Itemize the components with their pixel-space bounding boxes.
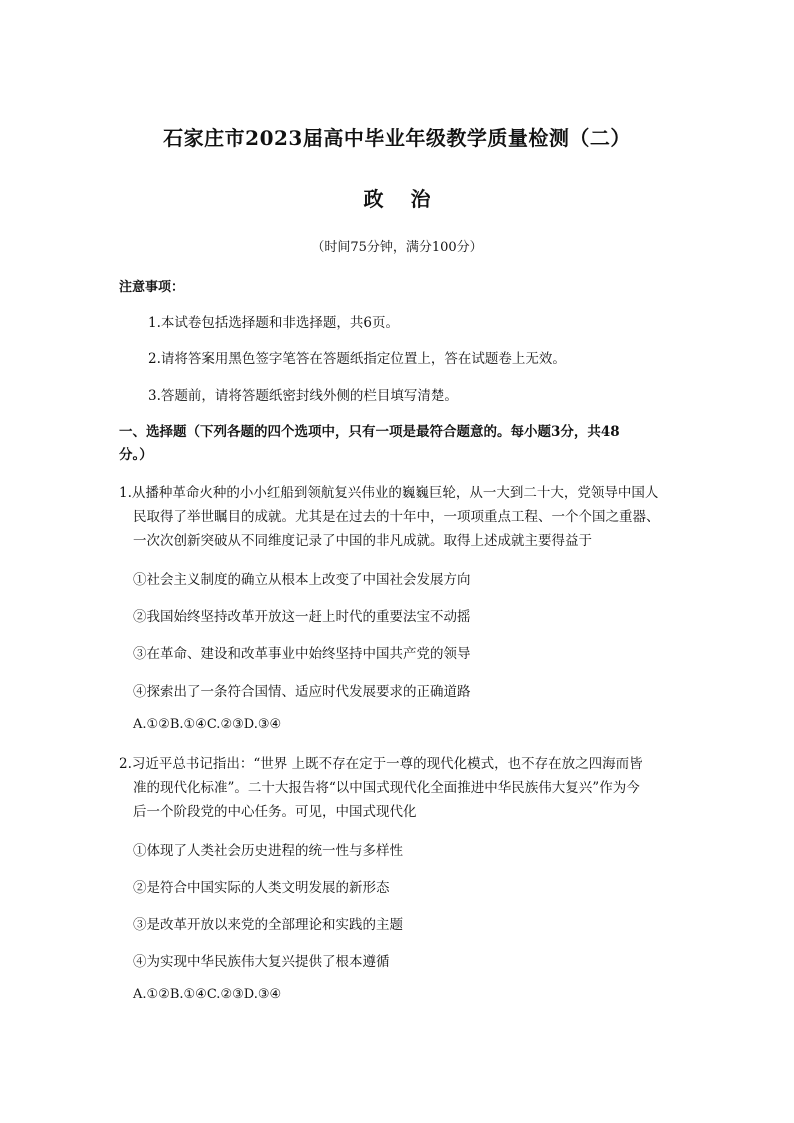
question-1-statement: ②我国始终坚持改革开放这一赶上时代的重要法宝不动摇 xyxy=(133,609,471,625)
notice-item: 3.答题前，请将答题纸密封线外侧的栏目填写清楚。 xyxy=(148,388,458,404)
question-1-stem xyxy=(119,481,694,553)
question-2-options: A.①②B.①④C.②③D.③④ xyxy=(133,987,282,1002)
notice-heading: 注意事项： xyxy=(119,280,185,295)
question-2-statement: ①体现了人类社会历史进程的统一性与多样性 xyxy=(133,843,403,859)
question-2-statement: ④为实现中华民族伟大复兴提供了根本遵循 xyxy=(133,954,390,970)
question-stem-line: 一次次创新突破从不同维度记录了中国的非凡成就。取得上述成就主要得益于 xyxy=(133,533,592,549)
question-stem-line: 准的现代化标准”。二十大报告将“以中国式现代化全面推进中华民族伟大复兴”作为今 xyxy=(133,780,640,796)
question-1-options: A.①②B.①④C.②③D.③④ xyxy=(133,717,282,732)
question-stem-line: 1.从播种革命火种的小小红船到领航复兴伟业的巍巍巨轮，从一大到二十大，党领导中国人 xyxy=(119,485,659,501)
notice-item: 1.本试卷包括选择题和非选择题，共6页。 xyxy=(148,315,399,331)
question-1-statement: ①社会主义制度的确立从根本上改变了中国社会发展方向 xyxy=(133,572,471,588)
section-heading xyxy=(119,421,689,467)
exam-subject: 政 治 xyxy=(363,187,431,211)
exam-time-info: （时间75分钟，满分100分） xyxy=(311,240,483,255)
question-2-statement: ③是改革开放以来党的全部理论和实践的主题 xyxy=(133,917,403,933)
section-heading-line: 一、选择题（下列各题的四个选项中，只有一项是最符合题意的。每小题3分，共48 xyxy=(119,424,620,440)
exam-title: 石家庄市2023届高中毕业年级教学质量检测（二） xyxy=(163,126,631,150)
question-stem-line: 民取得了举世瞩目的成就。尤其是在过去的十年中，一项项重点工程、一个个国之重器、 xyxy=(133,509,660,525)
question-1-statement: ③在革命、建设和改革事业中始终坚持中国共产党的领导 xyxy=(133,646,471,662)
question-2-stem xyxy=(119,752,694,824)
notice-item: 2.请将答案用黑色签字笔答在答题纸指定位置上，答在试题卷上无效。 xyxy=(148,351,566,367)
section-heading-line: 分。） xyxy=(119,447,153,463)
question-2-statement: ②是符合中国实际的人类文明发展的新形态 xyxy=(133,880,390,896)
question-1-statement: ④探索出了一条符合国情、适应时代发展要求的正确道路 xyxy=(133,684,471,700)
question-stem-line: 后一个阶段党的中心任务。可见，中国式现代化 xyxy=(133,804,417,820)
question-stem-line: 2.习近平总书记指出：“世界 上既不存在定于一尊的现代化模式，也不存在放之四海而皆 xyxy=(119,756,643,772)
